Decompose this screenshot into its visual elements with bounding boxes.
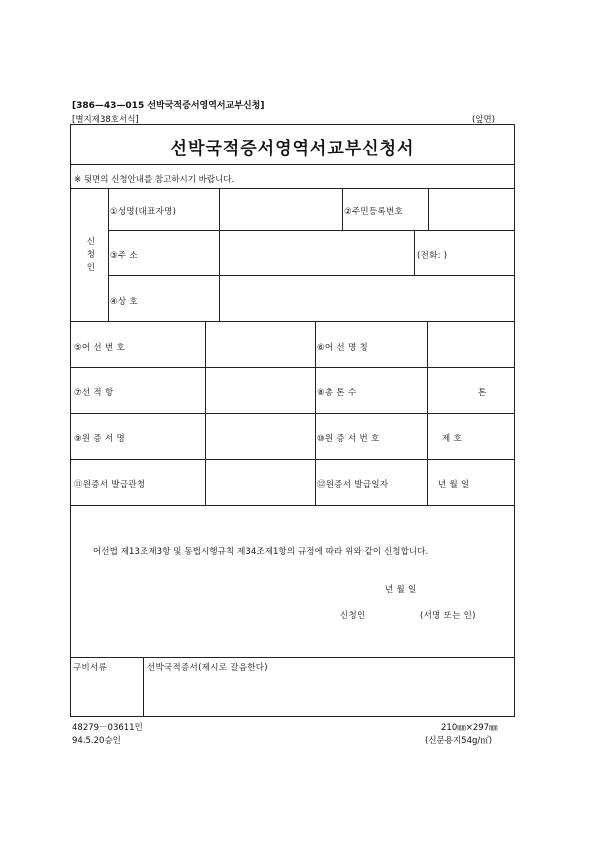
signer-label: 신청인 <box>340 611 366 621</box>
paper-type: (신문용지54g/㎡) <box>425 736 493 746</box>
tonnage-unit: 톤 <box>478 388 487 398</box>
form-control-number: 48279－03611민 <box>72 723 143 733</box>
form-code: [386—43—015 선박국적증서영역서교부신청] <box>72 101 265 111</box>
approval-date: 94.5.20승인 <box>72 736 121 746</box>
original-cert-number-value[interactable]: 제 호 <box>442 434 463 444</box>
resident-number-label: ②주민등록번호 <box>344 207 403 217</box>
documents-value: 선박국적증서(제시로 갈음한다) <box>147 663 268 673</box>
name-label: ①성명(대표자명) <box>110 207 177 217</box>
form-title: 선박국적증서영역서교부신청서 <box>170 139 415 159</box>
ship-number-field[interactable] <box>207 323 313 365</box>
ship-name-label: ⑥어 선 명 칭 <box>317 343 368 353</box>
address-field[interactable] <box>221 232 412 273</box>
annex-label: [별지제38호서식] <box>72 115 139 125</box>
page-side-label: (앞면) <box>472 115 496 125</box>
tonnage-field[interactable] <box>429 369 475 411</box>
ship-name-field[interactable] <box>429 323 513 365</box>
original-cert-name-field[interactable] <box>207 415 313 457</box>
home-port-field[interactable] <box>207 369 313 411</box>
ship-number-label: ⑤어 선 번 호 <box>74 343 125 353</box>
name-field[interactable] <box>221 190 340 228</box>
original-cert-number-label: ⑩원 증 서 번 호 <box>317 434 380 444</box>
home-port-label: ⑦선 적 항 <box>74 388 114 398</box>
declaration-statement: 어선법 제13조제3항 및 동법시행규칙 제34조제1항의 규정에 따라 위와 같이 신청합니다. <box>93 547 429 557</box>
issue-date-label: ⑫원증서 발급일자 <box>317 480 389 490</box>
application-date[interactable]: 년 월 일 <box>385 585 417 595</box>
address-label: ③주 소 <box>110 251 138 261</box>
tonnage-label: ⑧총 톤 수 <box>317 388 357 398</box>
trade-name-field[interactable] <box>221 277 513 319</box>
documents-label: 구비서류 <box>73 663 108 673</box>
paper-size: 210㎜×297㎜ <box>441 723 498 733</box>
signature-field[interactable]: (서명 또는 인) <box>420 611 476 621</box>
issuing-authority-label: ⑪원증서 발급관청 <box>74 480 146 490</box>
notice-text: ※ 뒷면의 신청안내를 참고하시기 바랍니다. <box>74 175 235 185</box>
trade-name-label: ④상 호 <box>110 297 138 307</box>
issue-date-value[interactable]: 년 월 일 <box>438 480 470 490</box>
phone-label: (전화: ) <box>417 251 448 261</box>
issuing-authority-field[interactable] <box>207 461 313 503</box>
applicant-section-label: 신청인 <box>86 237 96 273</box>
original-cert-name-label: ⑨원 증 서 명 <box>74 434 125 444</box>
resident-number-field[interactable] <box>430 190 513 228</box>
